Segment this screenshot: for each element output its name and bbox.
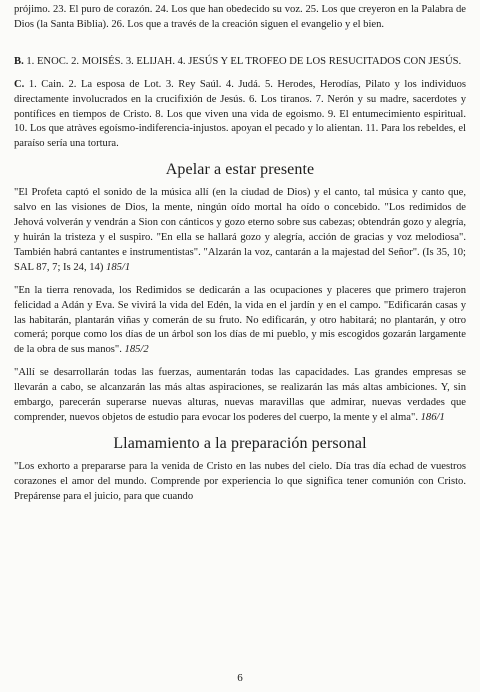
- section-b-paragraph: [14, 55, 466, 70]
- quote-1-text: "El Profeta captó el sonido de la música allí (en la ciudad de Dios) y el canto, tal música y canto que, salvo en las visiones de Dios, la mente, ningún oído mortal ha oído o concebido. "Los redimidos de Jehová volverán y vendrán a Sion con cánticos y gozo eterno sobre sus cabezas; obtendrán gozo y alegría, y huirán la tristeza y el suspiro. "En ella se hallará gozo y alegría, acción de gracias y voz melodiosa". También habrá cantantes e instrumentistas". "Alzarán la voz, cantarán a la majestad del Señor". (Is 35, 10; SAL 87, 7; Is 24, 14): [14, 187, 466, 273]
- quote-3-ref: 186/1: [420, 411, 445, 423]
- quote-2-ref: 185/2: [124, 344, 149, 356]
- section-c-paragraph: [14, 78, 466, 153]
- section-c-text: 1. Cain. 2. La esposa de Lot. 3. Rey Saúl. 4. Judá. 5. Herodes, Herodías, Pilato y los individuos directamente involucrados en la crucifixión de Jesús. 6. Los tiranos. 7. Nerón y su madre, sacerdotes y pontífices en tiempos de Cristo. 8. Los que viven una vida de egoismo. 9. El entumecimiento espiritual. 10. Los que atràves egoísmo-indiferencia-injustos. apoyan el pecado y lo alientan. 11. Para los rebeldes, el paraíso sería una tortura.: [14, 78, 466, 150]
- quote-paragraph-3: [14, 366, 466, 426]
- page-number: 6: [237, 672, 243, 684]
- quote-1-ref: 185/1: [106, 261, 131, 273]
- section-c-label: C.: [14, 78, 25, 90]
- quote-paragraph-1: [14, 186, 466, 275]
- heading-apelar: Apelar a estar presente: [165, 161, 315, 179]
- intro-paragraph: [14, 3, 466, 33]
- section-b-text: 1. ENOC. 2. MOISÉS. 3. ELIJAH. 4. JESÚS Y EL TROFEO DE LOS RESUCITADOS CON JESÚS.: [23, 55, 462, 67]
- quote-2-text: "En la tierra renovada, los Redimidos se dedicarán a las ocupaciones y placeres que primero trajeron felicidad a Adán y Eva. Se vivirá la vida del Edén, la vida en el jardín y en el campo. "Edificarán casas y las habitarán, plantarán viñas y comerán de su fruto. No edificarán, y otro habitará; no plantarán, y otro comerá; porque como los días de un árbol son los días de mi pueblo, y mis escogidos gozarán largamente de la obra de sus manos".: [14, 284, 466, 356]
- quote-4-text: "Los exhorto a prepararse para la venida de Cristo en las nubes del cielo. Día tras día echad de vuestros corazones el amor del mundo. Comprende por experiencia lo que significa tener comunión con Cristo. Prepárense para el juicio, para que cuando: [14, 460, 466, 502]
- quote-paragraph-2: [14, 284, 466, 359]
- section-b-label: B.: [14, 55, 24, 67]
- intro-text: prójimo. 23. El puro de corazón. 24. Los que han obedecido su voz. 25. Los que creyeron en la Palabra de Dios (la Santa Biblia). 26. Los que a través de la creación siguen el evangelio y el bien.: [14, 4, 466, 30]
- quote-3-text: "Allí se desarrollarán todas las fuerzas, aumentarán todas las capacidades. Las grandes empresas se llevarán a cabo, se alcanzarán las más altas aspiraciones, se realizarán las más altas ambiciones. Y, sin embargo, parecerán superarse nuevas alturas, nuevas maravillas que admirar, nuevas verdades que comprender, nuevos objetos de estudio para evocar los poderes del cuerpo, la mente y el alma".: [14, 367, 466, 423]
- heading-llamamiento: Llamamiento a la preparación personal: [113, 434, 367, 452]
- quote-paragraph-4: [14, 460, 466, 505]
